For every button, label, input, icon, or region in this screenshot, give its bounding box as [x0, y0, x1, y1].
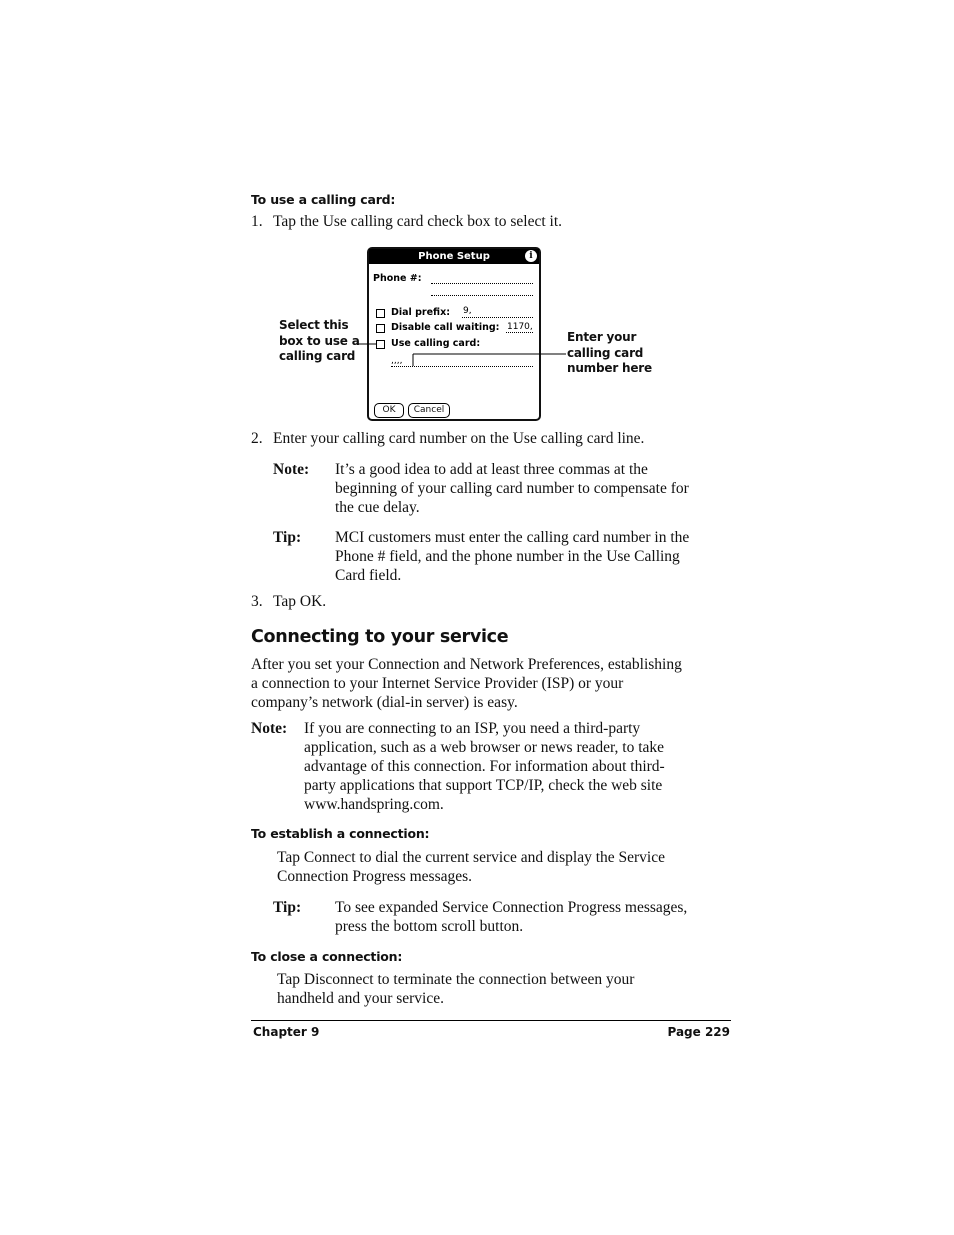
- tip-text: [335, 528, 689, 585]
- disable-call-waiting-label: Disable call waiting:: [391, 322, 500, 333]
- paragraph-line: company’s network (dial-in server) is easy.: [251, 694, 518, 711]
- tip-label: Tip:: [273, 529, 302, 546]
- paragraph-line: Tap Connect to dial the current service and display the Service: [277, 849, 665, 866]
- step-1-number: 1.: [251, 213, 263, 230]
- tip-line: Card field.: [335, 567, 402, 584]
- close-paragraph: [277, 970, 634, 1008]
- callout-right-line: calling card: [567, 345, 644, 360]
- note-line: beginning of your calling card number to compensate for: [335, 480, 689, 497]
- subheading-establish: To establish a connection:: [251, 826, 430, 841]
- info-icon[interactable]: i: [525, 250, 537, 262]
- note-label: Note:: [251, 720, 288, 737]
- note-line: If you are connecting to an ISP, you need a third-party: [304, 720, 641, 737]
- note-line: application, such as a web browser or news reader, to take: [304, 739, 665, 756]
- callout-right-line: Enter your: [567, 330, 637, 344]
- use-calling-card-value: ,,,,: [391, 356, 403, 366]
- tip-line: Phone # field, and the phone number in the Use Calling: [335, 548, 680, 565]
- note-line: party applications that support TCP/IP, check the web site: [304, 777, 663, 794]
- note-text: [304, 719, 665, 814]
- phone-number-field[interactable]: [431, 283, 533, 284]
- callout-left-line: calling card: [279, 349, 356, 363]
- paragraph-line: Connection Progress messages.: [277, 868, 473, 885]
- callout-leader-lines: [340, 330, 580, 370]
- note-line: It’s a good idea to add at least three commas at the: [335, 461, 648, 478]
- dial-prefix-field[interactable]: [462, 317, 533, 318]
- subheading-close: To close a connection:: [251, 949, 403, 964]
- phone-number-label: Phone #:: [373, 273, 422, 284]
- note-line: www.handspring.com.: [304, 796, 444, 813]
- footer-rule: [251, 1020, 731, 1021]
- tip-label: Tip:: [273, 899, 302, 916]
- disable-call-waiting-value: 1170,: [507, 322, 533, 332]
- screen-title: Phone Setup: [418, 251, 490, 262]
- step-1-text: Tap the Use calling card check box to select it.: [273, 213, 562, 230]
- footer-page-number: Page 229: [667, 1025, 730, 1039]
- paragraph-line: After you set your Connection and Network Preferences, establishing: [251, 656, 682, 673]
- step-2-number: 2.: [251, 430, 263, 447]
- dial-prefix-label: Dial prefix:: [391, 307, 451, 318]
- step-3-number: 3.: [251, 593, 263, 610]
- subheading-calling-card: To use a calling card:: [251, 192, 396, 207]
- callout-select-box: [279, 318, 360, 365]
- tip-line: To see expanded Service Connection Progress messages,: [335, 899, 688, 916]
- callout-enter-number: [567, 330, 652, 377]
- note-label: Note:: [273, 461, 310, 478]
- tip-line: MCI customers must enter the calling card number in the: [335, 529, 690, 546]
- step-3-text: Tap OK.: [273, 593, 327, 610]
- ok-button[interactable]: OK: [374, 403, 404, 418]
- tip-line: press the bottom scroll button.: [335, 918, 524, 935]
- callout-right-line: number here: [567, 361, 652, 375]
- note-text: [335, 460, 689, 517]
- section-heading: Connecting to your service: [251, 627, 509, 647]
- dial-prefix-checkbox[interactable]: [376, 309, 385, 318]
- note-line: the cue delay.: [335, 499, 420, 516]
- intro-paragraph: [251, 655, 682, 712]
- screen-title-bar: [369, 249, 539, 264]
- note-line: advantage of this connection. For information about third-: [304, 758, 665, 775]
- step-2-text: Enter your calling card number on the Use calling card line.: [273, 430, 645, 447]
- use-calling-card-label: Use calling card:: [391, 338, 481, 349]
- tip-text: [335, 898, 687, 936]
- paragraph-line: Tap Disconnect to terminate the connection between your: [277, 971, 635, 988]
- paragraph-line: handheld and your service.: [277, 990, 444, 1007]
- dial-prefix-value: 9,: [463, 306, 472, 316]
- footer-chapter: Chapter 9: [253, 1025, 320, 1039]
- callout-left-line: Select this: [279, 318, 349, 332]
- establish-paragraph: [277, 848, 665, 886]
- paragraph-line: a connection to your Internet Service Provider (ISP) or your: [251, 675, 624, 692]
- cancel-button[interactable]: Cancel: [408, 403, 450, 418]
- phone-number-field-line2[interactable]: [431, 295, 533, 296]
- callout-left-line: box to use a: [279, 333, 360, 348]
